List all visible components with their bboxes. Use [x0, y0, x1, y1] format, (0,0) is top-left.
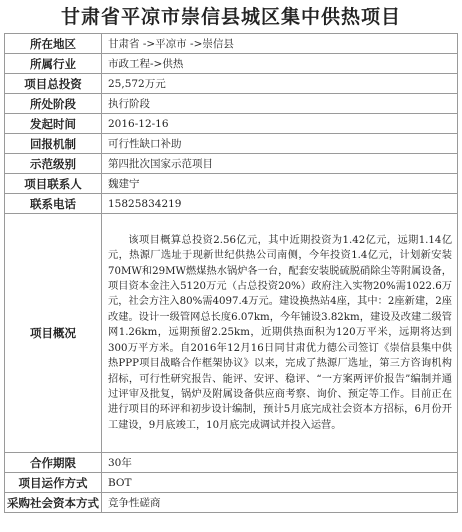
row-operation-mode [5, 473, 458, 493]
phone-label: 联系电话 [5, 194, 102, 214]
row-start-date [5, 114, 458, 134]
stage-value: 执行阶段 [102, 94, 458, 114]
term-label: 合作期限 [5, 453, 102, 473]
start-date-label: 发起时间 [5, 114, 102, 134]
row-overview [5, 214, 458, 453]
contact-label: 项目联系人 [5, 174, 102, 194]
row-term [5, 453, 458, 473]
row-contact [5, 174, 458, 194]
row-phone [5, 194, 458, 214]
row-total-investment [5, 74, 458, 94]
total-investment-label: 项目总投资 [5, 74, 102, 94]
row-return-mechanism [5, 134, 458, 154]
industry-label: 所属行业 [5, 54, 102, 74]
row-industry [5, 54, 458, 74]
overview-label: 项目概况 [5, 214, 102, 453]
page-title: 甘肃省平凉市崇信县城区集中供热项目 [60, 6, 401, 28]
row-region [5, 34, 458, 54]
stage-label: 所处阶段 [5, 94, 102, 114]
row-stage [5, 94, 458, 114]
contact-value: 魏建宁 [102, 174, 458, 194]
demo-level-value: 第四批次国家示范项目 [102, 154, 458, 174]
row-procurement [5, 493, 458, 513]
region-label: 所在地区 [5, 34, 102, 54]
row-demo-level [5, 154, 458, 174]
operation-mode-label: 项目运作方式 [5, 473, 102, 493]
industry-value: 市政工程->供热 [102, 54, 458, 74]
return-mechanism-label: 回报机制 [5, 134, 102, 154]
project-info-table [4, 33, 458, 513]
region-value: 甘肃省 ->平凉市 ->崇信县 [102, 34, 458, 54]
overview-value: 该项目概算总投资2.56亿元，其中近期投资为1.42亿元，远期1.14亿元，热源厂选址于现新世纪供热公司南侧，今年投资1.4亿元，计划新安装70MW和29MW燃煤热水锅炉各一台，配套安装脱硫脱硝除尘等附属设备，项目资本金注入5120万元（占总投资20%）政府注入实物20%需1022.6万元，社会方注入80%需4097.4万元。建设换热站4座，其中：2座新建，2座改建。设计一级管网总长度6.07km，今年铺设3.82km，建设及改建二级管网1.26km，远期预留2.25km，近期供热面积为120万平米，远期将达到300万平方米。自2016年12月16日同甘肃优力德公司签订《崇信县集中供热PPP项目战略合作框架协议》以来，完成了热源厂选址，第三方咨询机构招标，可行性研究报告、能评、安评、稳评、“一方案两评价报告”编制并通过评审及批复，锅炉及附属设备供应商考察、询价、预定等工作。目前正在进行项目的环评和初步设计编制，预计5月底完成社会资本方招标，6月份开工建设，9月底竣工，10月底完成调试并投入运营。 [102, 214, 458, 453]
total-investment-value: 25,572万元 [102, 74, 458, 94]
return-mechanism-value: 可行性缺口补助 [102, 134, 458, 154]
phone-value: 15825834219 [102, 194, 458, 214]
demo-level-label: 示范级别 [5, 154, 102, 174]
term-value: 30年 [102, 453, 458, 473]
procurement-label: 采购社会资本方式 [5, 493, 102, 513]
start-date-value: 2016-12-16 [102, 114, 458, 134]
operation-mode-value: BOT [102, 473, 458, 493]
procurement-value: 竞争性磋商 [102, 493, 458, 513]
